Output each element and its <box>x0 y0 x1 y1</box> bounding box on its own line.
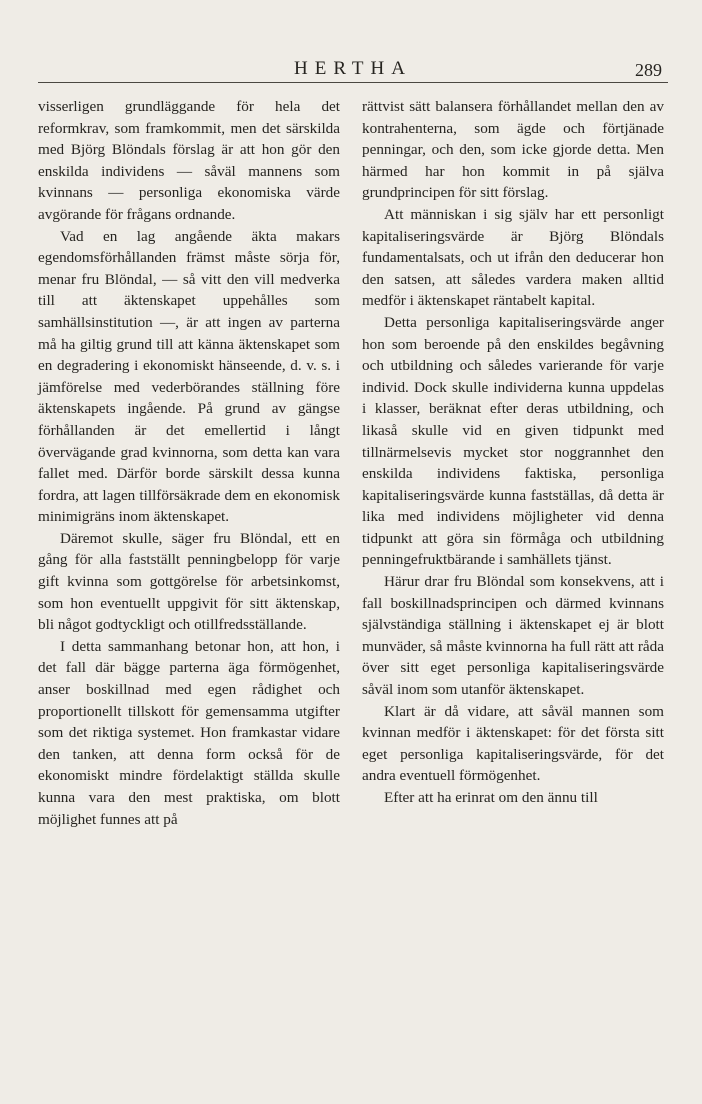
paragraph: Detta personliga kapitaliseringsvärde anger hon som beroende på den enskildes begåvning och utbildning och således varierande för varje individ. Dock skulle individerna kunna uppdelas i klasser, beräknat efter deras utbildning, och likaså skulle vid en given tidpunkt med tillnärmelsevis mycket stor noggrannhet den enskilda individens faktiska, personliga kapitaliseringsvärde kunna fastställas, då detta är lika med individens möjligheter vid denna tidpunkt att göra sin förmåga och utbildning penningefruktbärande i samhällets tjänst. <box>362 313 664 569</box>
paragraph: Vad en lag angående äkta makars egendomsförhållanden främst måste sörja för, menar fru Blöndal, — så vitt den vill medverka till att äktenskapet uppehålles som samhällsinstitution —, är att ingen av parterna må ha giltig grund till att känna äktenskapet som en degradering i ekonomiskt hänseende, d. v. s. i jämförelse med vederbörandes ställning före äktenskapets ingående. På grund av gängse förhållanden är det emellertid i långt övervägande grad kvinnorna, som detta kan vara fallet med. Därför borde särskilt dessa kunna fordra, att lagen tillförsäkrade dem en ekonomisk minimigräns inom äktenskapet. <box>38 227 340 526</box>
right-column <box>362 96 664 809</box>
page-number: 289 <box>635 60 662 80</box>
paragraph: I detta sammanhang betonar hon, att hon, i det fall där bägge parterna äga förmögenhet, anser boskillnad med egen rådighet och proportionellt tillskott för gemensamma utgifter som det riktiga systemet. Hon framkastar vidare den tanken, att denna form också för de ekonomiskt mindre fördelaktigt ställda skulle kunna vara den mest praktiska, om blott möjlighet funnes att på <box>38 637 340 828</box>
paragraph: Klart är då vidare, att såväl mannen som kvinnan medför i äktenskapet: för det första sitt eget personliga kapitaliseringsvärde, för det andra eventuell förmögenhet. <box>362 702 664 785</box>
paragraph: visserligen grundläggande för hela det reformkrav, som framkommit, men det särskilda med Björg Blöndals förslag är att hon gör den enskilda individens — såväl mannens som kvinnans — personliga ekonomiska värde avgörande för frågans ordnande. <box>38 98 340 223</box>
running-header-title: HERTHA <box>294 58 412 79</box>
left-column <box>38 96 340 830</box>
paragraph: Härur drar fru Blöndal som konsekvens, att i fall boskillnadsprincipen och därmed kvinnans självständiga ställning i äktenskapet ej är blott munväder, så måste kvinnorna ha full rätt att råda över sitt eget personliga kapitaliseringsvärde såväl inom som utanför äktenskapet. <box>362 573 664 699</box>
paragraph: Att människan i sig själv har ett personligt kapitaliseringsvärde är Björg Blöndals fundamentalsats, och ut ifrån den deducerar hon den satsen, att således vardera maken alltid medför i äktenskapet räntabelt kapital. <box>362 205 664 310</box>
paragraph: Däremot skulle, säger fru Blöndal, ett en gång för alla fastställt penningbelopp för varje gift kvinna som gottgörelse för arbetsinkomst, som hon eventuellt uppgivit för sitt äktenskap, bli något godtyckligt och otillfredsställande. <box>38 529 340 634</box>
paragraph: rättvist sätt balansera förhållandet mellan den av kontrahenterna, som ägde och förtjänade penningar, och den, som icke gjorde detta. Men härmed har hon kommit in på själva grundprincipen för sitt förslag. <box>362 98 664 202</box>
header-rule <box>38 82 668 83</box>
paragraph: Efter att ha erinrat om den ännu till <box>384 789 598 806</box>
